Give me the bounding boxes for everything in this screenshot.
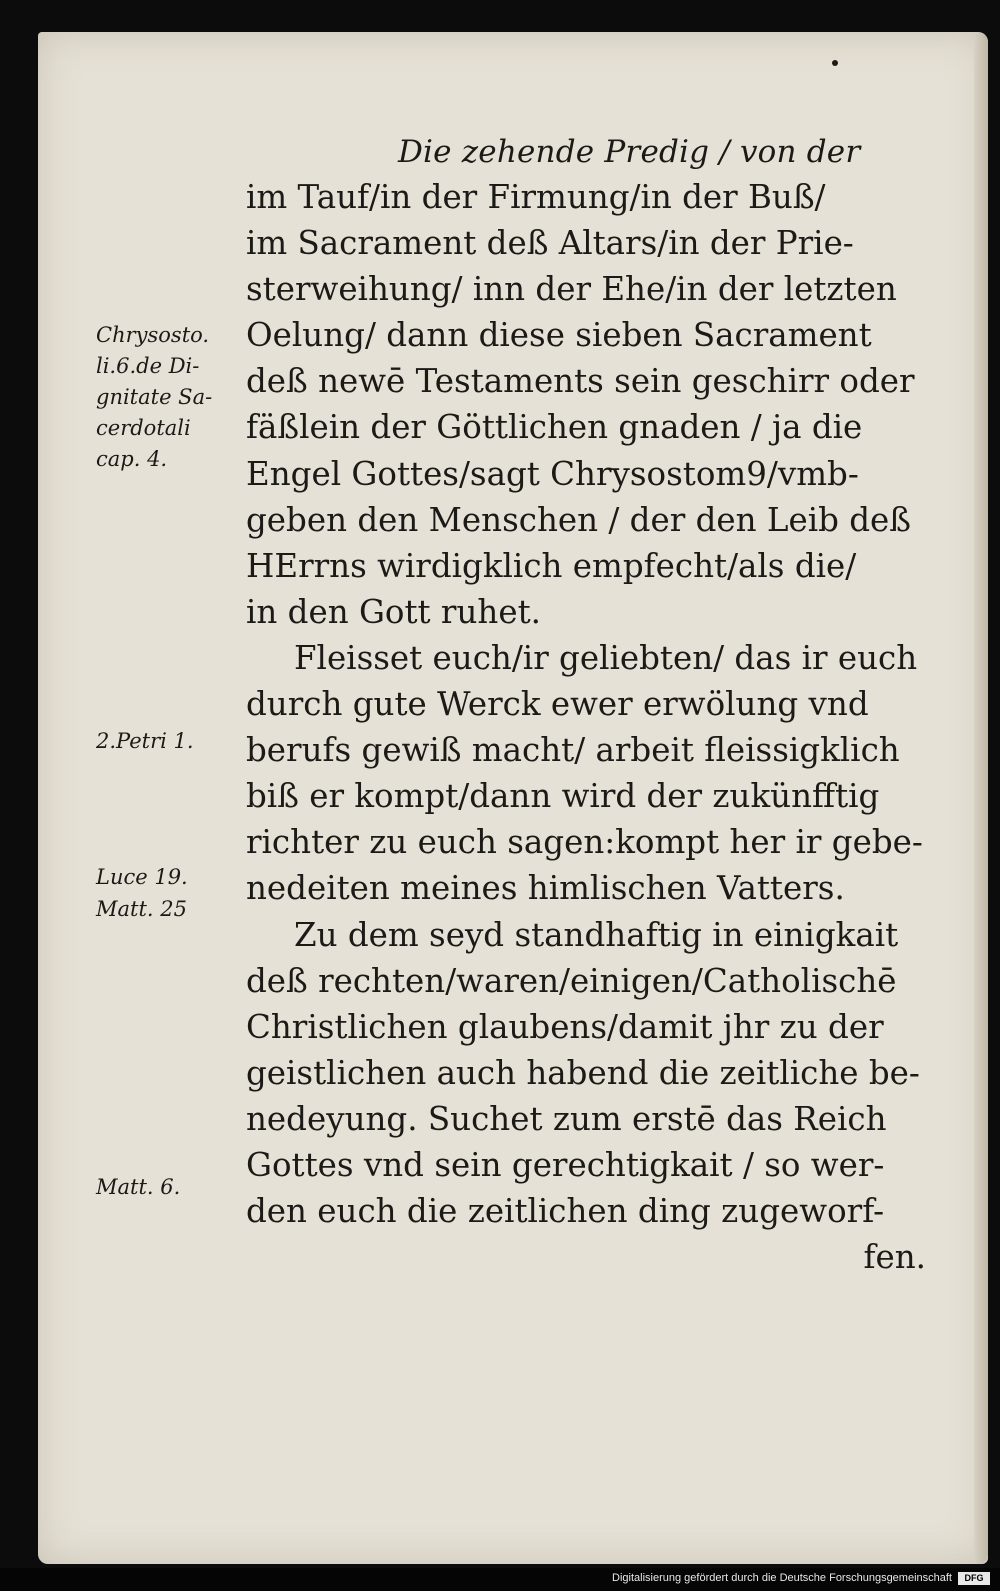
text-line: im Tauf/in der Firmung/in der Buß/ — [246, 178, 826, 216]
running-head: Die zehende Predig / von der — [398, 134, 861, 170]
margin-note-petri: 2.Petri 1. — [96, 729, 194, 753]
text-line: nedeyung. Suchet zum erstē das Reich — [246, 1099, 887, 1138]
margin-note-matt-25: Matt. 25 — [96, 897, 187, 921]
text-line: richter zu euch sagen:kompt her ir gebe- — [246, 823, 923, 862]
text-line: den euch die zeitlichen ding zugeworf- — [246, 1192, 885, 1231]
margin-note-line: gnitate Sa- — [96, 385, 213, 409]
page-edge — [974, 32, 988, 1564]
margin-note-luce: Luce 19. — [96, 865, 188, 889]
text-line: biß er kompt/dann wird der zukünfftig — [246, 777, 880, 816]
text-line: durch gute Werck ewer erwölung vnd — [246, 685, 869, 724]
text-line: fäßlein der Göttlichen gnaden / ja die — [246, 408, 863, 447]
margin-note-line: Chrysosto. — [96, 323, 210, 347]
text-line: Gottes vnd sein gerechtigkait / so wer- — [246, 1145, 885, 1184]
footer-credit: Digitalisierung gefördert durch die Deutsche Forschungsgemeinschaft — [612, 1572, 952, 1584]
text-line: fen. — [863, 1238, 926, 1277]
text-line: Oelung/ dann diese sieben Sacrament — [246, 316, 872, 355]
dfg-logo: DFG — [958, 1572, 990, 1585]
text-line: im Sacrament deß Altars/in der Prie- — [246, 224, 854, 263]
text-line: Christlichen glaubens/damit jhr zu der — [246, 1007, 884, 1046]
text-line: in den Gott ruhet. — [246, 592, 541, 631]
margin-note-line: cerdotali — [96, 416, 191, 440]
text-line: Fleisset euch/ir geliebten/ das ir euch — [294, 638, 918, 677]
text-line: nedeiten meines himlischen Vatters. — [246, 869, 845, 908]
body-text — [246, 174, 926, 1280]
text-line: Engel Gottes/sagt Chrysostom9/vmb- — [246, 454, 859, 493]
margin-note-line: li.6.de Di- — [96, 354, 200, 378]
page-mark — [832, 60, 838, 66]
text-line: deß rechten/waren/einigen/Catholischē — [246, 961, 897, 1000]
margin-note-matt-6: Matt. 6. — [96, 1175, 181, 1199]
text-line: geistlichen auch habend die zeitliche be- — [246, 1053, 920, 1092]
margin-note-chrysostom — [96, 320, 256, 475]
text-line: sterweihung/ inn der Ehe/in der letzten — [246, 270, 897, 309]
margin-note-line: cap. 4. — [96, 447, 168, 471]
text-line: Zu dem seyd standhaftig in einigkait — [294, 915, 899, 954]
text-line: geben den Menschen / der den Leib deß — [246, 500, 911, 539]
text-line: berufs gewiß macht/ arbeit fleissigklich — [246, 731, 900, 770]
text-line: deß newē Testaments sein geschirr oder — [246, 362, 915, 401]
text-line: HErrns wirdigklich empfecht/als die/ — [246, 546, 857, 585]
